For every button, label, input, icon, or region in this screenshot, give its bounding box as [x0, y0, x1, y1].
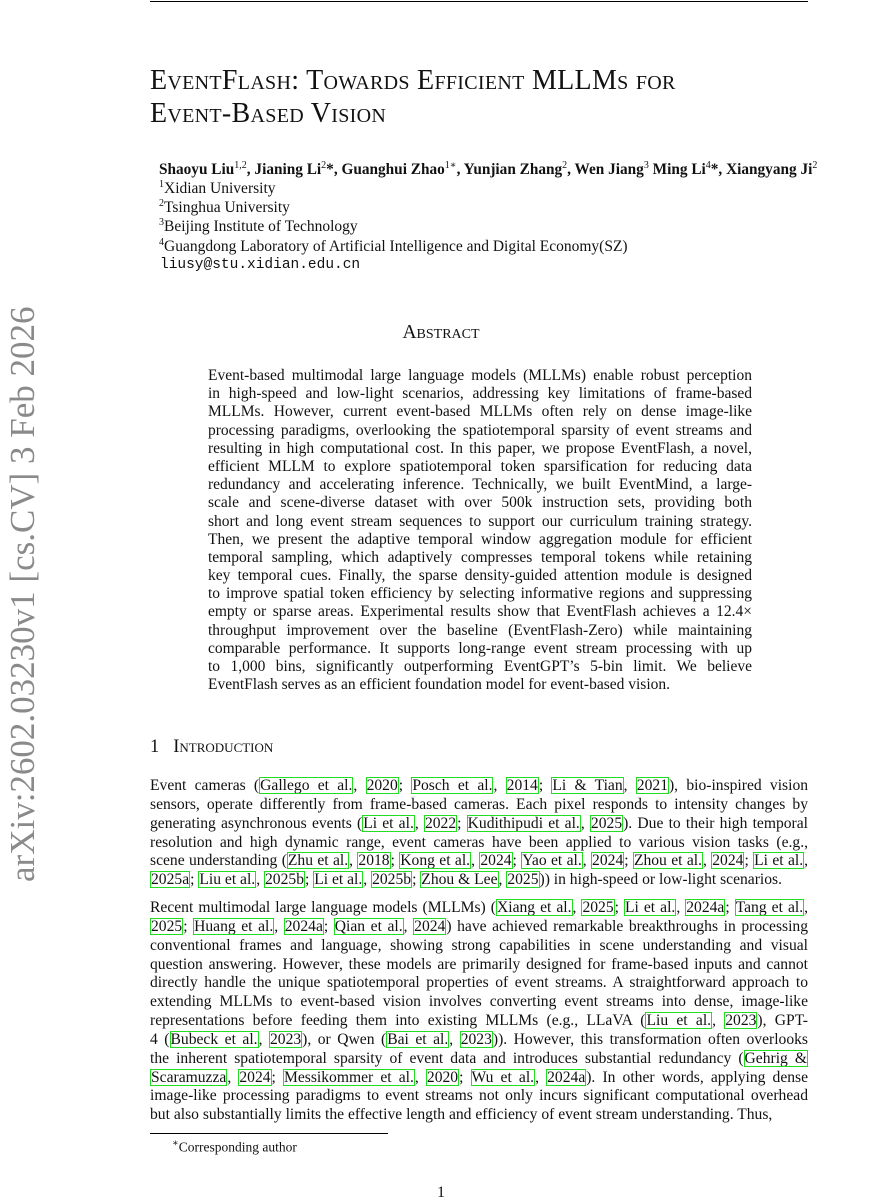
- footnote-text: Corresponding author: [178, 1139, 297, 1155]
- author-name: Guanghui Zhao: [341, 161, 445, 179]
- citation-link[interactable]: Bai et al.: [387, 1030, 449, 1048]
- text-line: to improve spatial token efficiency by selecting informative regions and suppressing: [208, 585, 752, 603]
- affiliation-mark: 1: [159, 179, 164, 190]
- title-line-2: Event-Based Vision: [150, 98, 387, 129]
- citation-link[interactable]: 2018: [358, 852, 390, 870]
- citation-link[interactable]: Posch et al.: [412, 777, 493, 794]
- citation-link[interactable]: 2025a: [151, 871, 190, 889]
- author-affiliation-mark: 2: [321, 160, 327, 171]
- citation-link[interactable]: Messikommer et al.: [284, 1068, 414, 1086]
- text-line: comparable performance. It supports long-range event stream processing with up: [208, 639, 752, 657]
- citation-link[interactable]: Kong et al.: [400, 852, 471, 870]
- affiliation-mark: 3: [159, 217, 164, 228]
- citation-link[interactable]: 2024: [239, 1068, 271, 1086]
- citation-link[interactable]: Li et al.: [314, 871, 363, 889]
- citation-link[interactable]: 2023: [460, 1030, 492, 1048]
- citation-link[interactable]: Scaramuzza: [151, 1068, 227, 1086]
- citation-link[interactable]: 2025b: [265, 871, 304, 889]
- affiliation-name: Xidian University: [164, 180, 276, 198]
- text-line: in high-speed and low-light scenarios, addressing key limitations of frame-based: [208, 385, 752, 403]
- abstract-heading: Abstract: [402, 322, 480, 343]
- affiliation: [159, 217, 358, 236]
- section-title: Introduction: [173, 737, 274, 757]
- author-separator: ,: [246, 161, 255, 179]
- citation-link[interactable]: Zhu et al.: [287, 852, 349, 870]
- text-line: question answering. However, these models are primarily designed for frame-based inputs and cannot: [150, 955, 808, 973]
- text-line: empty or sparse areas. Experimental results show that EventFlash achieves a 12.4×: [208, 603, 752, 621]
- text-line: conventional frames and language, showing strong capabilities in scene understanding and visual: [150, 936, 808, 954]
- text-line: but also substantially limits the effective length and efficiency of event stream understanding. Thus,: [150, 1106, 773, 1124]
- citation-link[interactable]: 2025b: [372, 871, 412, 889]
- author-separator: ,: [456, 161, 464, 179]
- affiliation: [159, 237, 628, 256]
- text-line: the inherent spatiotemporal sparsity of event data and introduces substantial redundancy (Gehrig &: [150, 1049, 807, 1067]
- citation-link[interactable]: 2020: [366, 777, 398, 794]
- affiliation-name: Beijing Institute of Technology: [164, 218, 358, 236]
- citation-link[interactable]: Gallego et al.: [260, 777, 353, 794]
- citation-link[interactable]: Li et al.: [754, 852, 804, 870]
- text-line: scene understanding (Zhu et al., 2018; Kong et al., 2024; Yao et al., 2024; Zhou et al., 2024; Li et al.,: [150, 852, 809, 870]
- text-line: directly handle the unique spatiotemporal properties of event streams. A straightforward approach to: [150, 974, 808, 992]
- citation-link[interactable]: 2024: [480, 852, 512, 870]
- affiliation: [159, 179, 276, 198]
- text-line: Event cameras (Gallego et al., 2020; Posch et al., 2014; Li & Tian, 2021), bio-inspired vision: [150, 777, 809, 794]
- citation-link[interactable]: 2014: [506, 777, 538, 794]
- citation-link[interactable]: Liu et al.: [646, 1012, 712, 1030]
- arxiv-sidebar-id: arXiv:2602.03230v1 [cs.CV] 3 Feb 2026: [3, 306, 42, 882]
- affiliation-name: Tsinghua University: [164, 199, 290, 217]
- citation-link[interactable]: Li et al.: [363, 814, 414, 832]
- text-line: sensors, operate differently from frame-based cameras. Each pixel responds to intensity changes by: [150, 795, 808, 813]
- author-separator: *,: [326, 161, 342, 179]
- author-list: [159, 160, 817, 179]
- section-heading: [150, 737, 273, 758]
- author-name: Xiangyang Ji: [726, 161, 813, 179]
- author-name: Shaoyu Liu: [159, 161, 235, 179]
- text-line: processing paradigms, overlooking the spatiotemporal sparsity of event streams and: [208, 421, 752, 439]
- text-line: key temporal cues. Finally, the sparse density-guided attention module is designed: [208, 567, 752, 585]
- author-name: Yunjian Zhang: [463, 161, 563, 179]
- text-line: temporal sampling, which adaptively compresses temporal tokens while retaining: [208, 548, 752, 566]
- text-line: throughput improvement over the baseline (EventFlash-Zero) while maintaining: [208, 621, 752, 639]
- footnote-rule: [150, 1133, 388, 1134]
- citation-link[interactable]: 2024: [712, 852, 744, 870]
- citation-link[interactable]: 2023: [269, 1030, 302, 1048]
- citation-link[interactable]: 2025: [582, 899, 614, 916]
- text-line: 2025; Huang et al., 2024a; Qian et al., 2024) have achieved remarkable breakthroughs in processing: [151, 917, 809, 935]
- paper-title: [150, 64, 820, 130]
- citation-link[interactable]: 2024: [592, 852, 624, 870]
- affiliation-mark: 2: [159, 198, 164, 209]
- footnote: [172, 1138, 297, 1156]
- footnote-mark: ∗: [172, 1138, 179, 1149]
- top-rule: [150, 1, 808, 2]
- citation-link[interactable]: Yao et al.: [522, 852, 582, 870]
- text-line: 4 (Bubeck et al., 2023), or Qwen (Bai et al., 2023)). However, this transformation often overlooks: [150, 1030, 808, 1048]
- title-line-1: EventFlash: Towards Efficient MLLMs for: [150, 65, 676, 96]
- citation-link[interactable]: 2021: [636, 777, 668, 794]
- citation-link[interactable]: Qian et al.: [334, 917, 403, 935]
- citation-link[interactable]: 2020: [426, 1068, 459, 1086]
- abstract-body: [208, 367, 752, 694]
- author-name: Jianing Li: [254, 161, 322, 179]
- text-line: image-like processing paradigms to event streams not only incurs significant computational overhead: [150, 1087, 808, 1105]
- citation-link[interactable]: Liu et al.: [199, 871, 256, 889]
- citation-link[interactable]: Kudithipudi et al.: [467, 814, 580, 832]
- citation-link[interactable]: 2024a: [547, 1068, 586, 1086]
- citation-link[interactable]: 2024a: [686, 899, 725, 916]
- contact-email[interactable]: liusy@stu.xidian.edu.cn: [160, 257, 361, 273]
- text-line: redundancy and accelerating inference. Technically, we built EventMind, a large-: [208, 476, 752, 494]
- citation-link[interactable]: 2025: [151, 917, 183, 935]
- author-affiliation-mark: 1∗: [444, 160, 457, 171]
- text-line: MLLMs. However, current event-based MLLMs often rely on dense image-like: [208, 403, 752, 421]
- author-affiliation-mark: 4: [705, 160, 711, 171]
- text-line: resulting in high computational cost. In this paper, we propose EventFlash, a novel,: [208, 439, 752, 457]
- author-separator: ,: [567, 161, 575, 179]
- citation-link[interactable]: Tang et al.: [735, 899, 804, 916]
- text-line: efficient MLLM to explore spatiotemporal token sparsification for reducing data: [208, 457, 752, 475]
- citation-link[interactable]: 2024a: [284, 917, 323, 935]
- text-line: Event-based multimodal large language models (MLLMs) enable robust perception: [208, 367, 752, 384]
- citation-link[interactable]: 2023: [725, 1012, 757, 1030]
- author-affiliation-mark: 2: [812, 160, 818, 171]
- text-line: EventFlash serves as an efficient foundation model for event-based vision.: [208, 676, 671, 694]
- page-number: 1: [437, 1184, 445, 1201]
- text-line: resolution and high dynamic range, event cameras have been applied to various vision tasks (e.g.,: [150, 833, 808, 851]
- text-line: Scaramuzza, 2024; Messikommer et al., 2020; Wu et al., 2024a). In other words, applying dense: [151, 1068, 809, 1086]
- citation-link[interactable]: Huang et al.: [194, 917, 274, 935]
- author-name: Ming Li: [652, 161, 706, 179]
- citation-link[interactable]: Xiang et al.: [496, 899, 572, 916]
- intro-paragraph-2: [150, 899, 808, 1125]
- author-affiliation-mark: 2: [562, 160, 568, 171]
- text-line: generating asynchronous events (Li et al., 2022; Kudithipudi et al., 2025). Due to their high temporal: [150, 814, 809, 832]
- text-line: 2025a; Liu et al., 2025b; Li et al., 2025b; Zhou & Lee, 2025)) in high-speed or low-light scenarios.: [151, 871, 783, 889]
- author-affiliation-mark: 3: [643, 160, 649, 171]
- affiliation-mark: 4: [159, 237, 164, 248]
- citation-link[interactable]: Gehrig &: [744, 1049, 807, 1067]
- intro-paragraph-1: [150, 777, 808, 890]
- section-number: 1: [150, 737, 160, 757]
- citation-link[interactable]: Li & Tian: [552, 777, 623, 794]
- text-line: Then, we present the adaptive temporal window aggregation module for efficient: [208, 530, 752, 548]
- text-line: short and long event stream sequences to support our curriculum training strategy.: [208, 512, 752, 530]
- text-line: representations before feeding them into existing MLLMs (e.g., LLaVA (Liu et al., 2023), GPT-: [150, 1012, 808, 1030]
- citation-link[interactable]: 2025: [507, 871, 539, 889]
- affiliation: [159, 198, 290, 217]
- citation-link[interactable]: 2022: [424, 814, 457, 832]
- author-affiliation-mark: 1,2: [234, 160, 247, 171]
- text-line: to 1,000 bins, significantly outperforming EventGPT’s 5-bin limit. We believe: [208, 658, 752, 675]
- citation-link[interactable]: Zhou et al.: [633, 852, 702, 870]
- citation-link[interactable]: 2024: [414, 917, 446, 935]
- author-name: Wen Jiang: [574, 161, 644, 179]
- text-line: extending MLLMs to event-based vision involves converting event streams into dense, image-like: [150, 993, 808, 1011]
- citation-link[interactable]: Bubeck et al.: [170, 1030, 258, 1048]
- citation-link[interactable]: Zhou & Lee: [421, 871, 498, 889]
- citation-link[interactable]: Wu et al.: [471, 1068, 535, 1086]
- affiliation-name: Guangdong Laboratory of Artificial Intelligence and Digital Economy(SZ): [164, 238, 628, 256]
- text-line: Recent multimodal large language models (MLLMs) (Xiang et al., 2025; Li et al., 2024a; Tang et al.,: [150, 899, 809, 916]
- citation-link[interactable]: 2025: [590, 814, 623, 832]
- text-line: scale and scene-diverse dataset with over 500k instruction sets, providing both: [208, 494, 752, 512]
- citation-link[interactable]: Li et al.: [625, 899, 676, 916]
- author-separator: *,: [710, 161, 727, 179]
